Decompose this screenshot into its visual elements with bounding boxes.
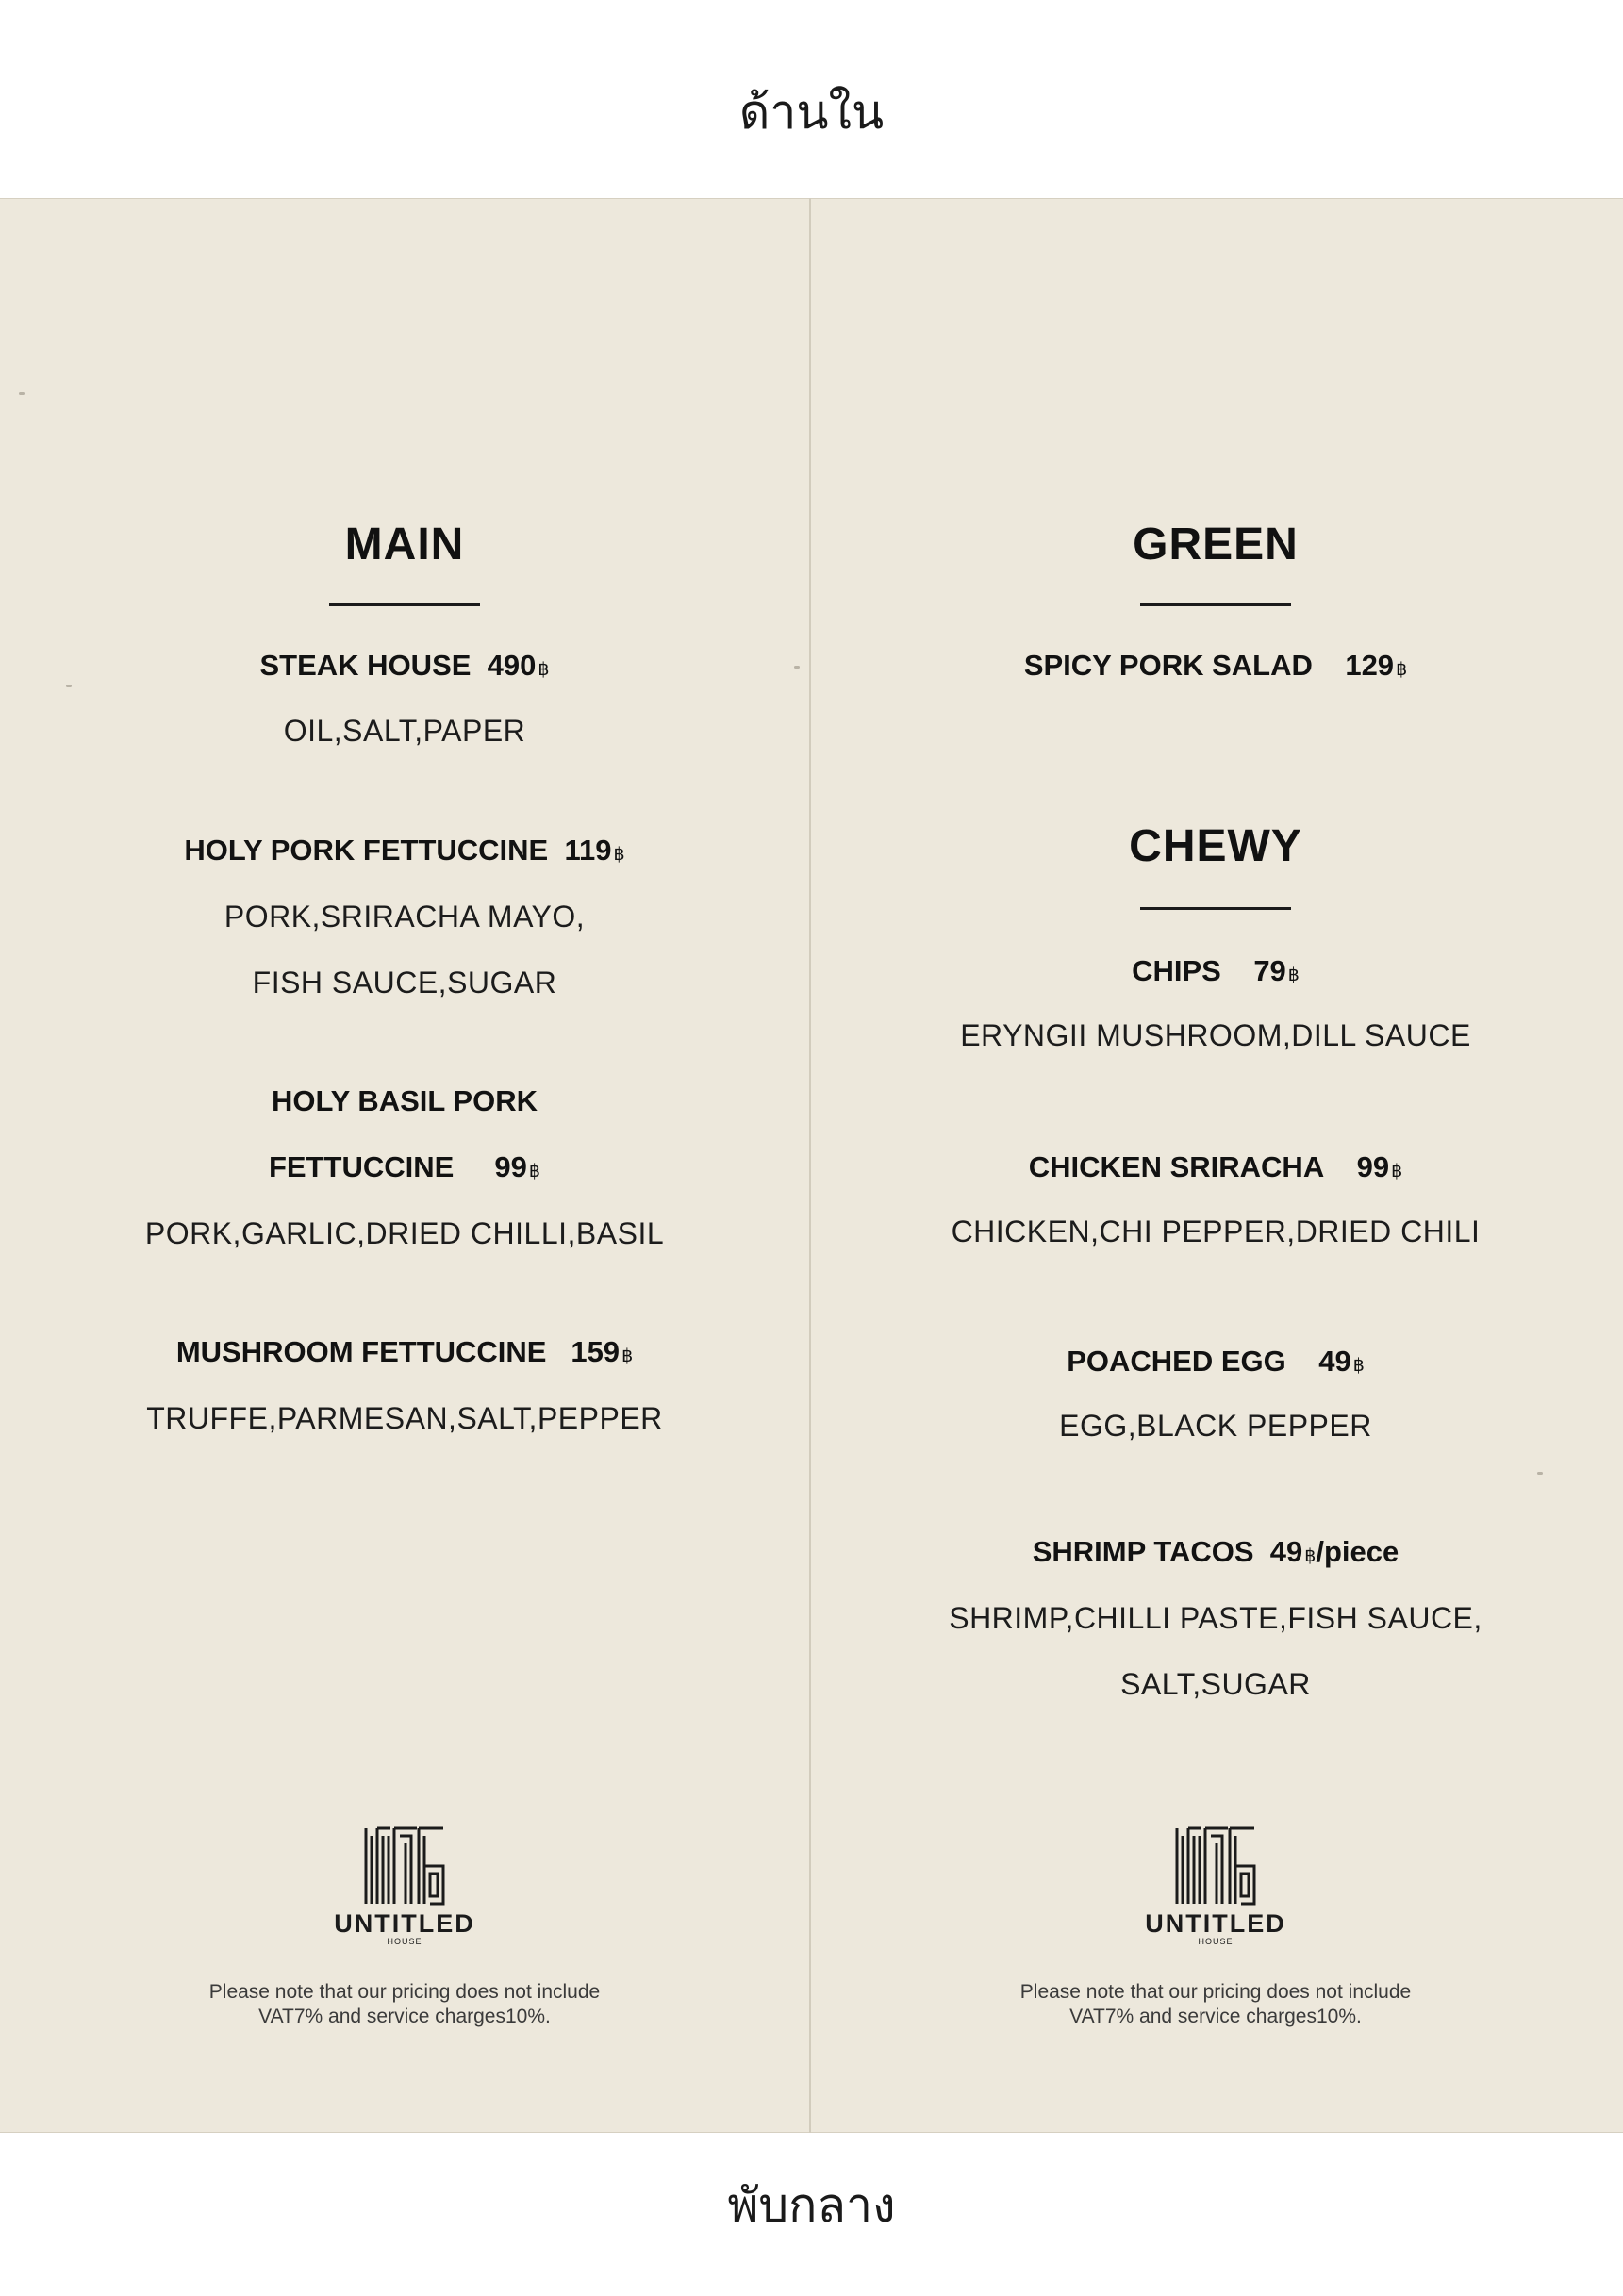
item-description: EGG,BLACK PEPPER [1059,1409,1372,1443]
item-name: POACHED EGG [1067,1345,1286,1378]
item-price: 119 [564,834,612,867]
pricing-note-line: VAT7% and service charges10%. [1069,2006,1362,2027]
heading-underline [1140,603,1291,606]
item-description: FISH SAUCE,SUGAR [252,966,557,999]
item-price: 79 [1253,954,1286,987]
menu-item-holy-basil-pork [0,1084,809,1118]
baht-symbol: ฿ [528,1162,540,1181]
item-price: 99 [494,1150,527,1183]
logo-mark-icon [362,1825,447,1908]
page-caption-inside: ด้านใน [738,85,885,140]
item-price: 99 [1356,1150,1390,1183]
baht-symbol: ฿ [1304,1546,1317,1566]
baht-symbol: ฿ [1352,1356,1365,1376]
item-name: MUSHROOM FETTUCCINE [175,1335,547,1368]
baht-symbol: ฿ [538,660,550,680]
baht-symbol: ฿ [621,1346,634,1366]
baht-symbol: ฿ [1287,966,1300,985]
logo-name: UNTITLED [1145,1909,1286,1938]
price-unit: /piece [1316,1535,1399,1568]
menu-item-holy-pork-fettuccine [0,834,809,867]
pricing-note [811,1980,1620,2029]
item-name: SHRIMP TACOS [1032,1535,1254,1568]
menu-item-mushroom-fettuccine [0,1335,809,1369]
item-name: SPICY PORK SALAD [1023,649,1313,682]
logo-subtitle: HOUSE [1198,1937,1234,1946]
menu-item-shrimp-tacos [811,1535,1620,1569]
item-description: SHRIMP,CHILLI PASTE,FISH SAUCE, [949,1601,1482,1635]
item-price: 49 [1269,1535,1303,1568]
section-heading-green: GREEN [1133,520,1299,570]
pricing-note-line: Please note that our pricing does not include [208,1981,601,2003]
section-heading-chewy: CHEWY [1129,821,1302,871]
untitled-house-logo [329,1825,480,1946]
item-description: PORK,GARLIC,DRIED CHILLI,BASIL [144,1216,665,1250]
section-heading-main: MAIN [344,520,465,570]
item-description: TRUFFE,PARMESAN,SALT,PEPPER [146,1401,663,1435]
item-price: 49 [1318,1345,1351,1378]
item-price: 159 [571,1335,621,1368]
item-description: OIL,SALT,PAPER [283,714,526,748]
untitled-house-logo [1140,1825,1291,1946]
item-name: CHIPS [1132,954,1221,987]
item-description: SALT,SUGAR [1120,1667,1311,1701]
menu-item-steak-house [0,649,809,683]
item-description: ERYNGII MUSHROOM,DILL SAUCE [960,1018,1471,1052]
page-caption-center-fold: พับกลาง [727,2178,896,2233]
pricing-note [0,1980,809,2029]
item-name: CHICKEN SRIRACHA [1028,1150,1325,1183]
heading-underline [329,603,480,606]
menu-item-spicy-pork-salad [811,649,1620,683]
item-description: CHICKEN,CHI PEPPER,DRIED CHILI [951,1214,1481,1248]
baht-symbol: ฿ [1396,660,1408,680]
baht-symbol: ฿ [613,845,625,865]
menu-item-poached-egg [811,1345,1620,1379]
heading-underline [1140,907,1291,910]
item-name: HOLY BASIL PORK [272,1084,538,1117]
left-panel [0,198,809,2131]
item-description: PORK,SRIRACHA MAYO, [224,900,586,933]
item-price: 129 [1345,649,1395,682]
right-panel [811,198,1620,2131]
pricing-note-line: Please note that our pricing does not include [1019,1981,1412,2003]
pricing-note-line: VAT7% and service charges10%. [258,2006,551,2027]
menu-item-chicken-sriracha [811,1150,1620,1184]
item-price: 490 [487,649,537,682]
logo-name: UNTITLED [334,1909,475,1938]
baht-symbol: ฿ [1391,1162,1403,1181]
item-name: HOLY PORK FETTUCCINE [184,834,549,867]
item-name: FETTUCCINE [269,1150,455,1183]
logo-mark-icon [1173,1825,1258,1908]
menu-item-fettuccine [0,1150,809,1184]
item-name: STEAK HOUSE [259,649,472,682]
menu-item-chips [811,954,1620,988]
logo-subtitle: HOUSE [387,1937,422,1946]
